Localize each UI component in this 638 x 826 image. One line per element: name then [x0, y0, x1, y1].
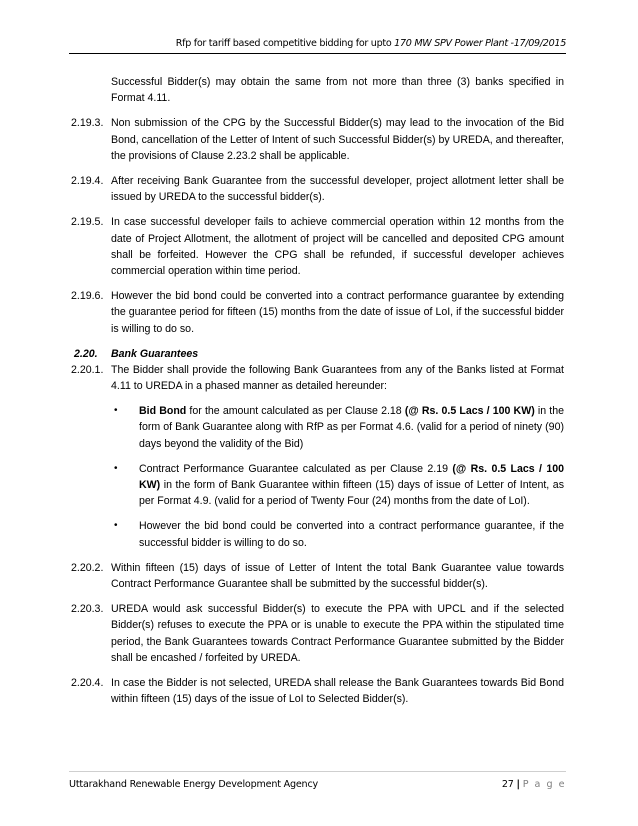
- bullet-icon: •: [114, 462, 118, 474]
- bullet-text: Contract Performance Guarantee calculated as per Clause 2.19 (@ Rs. 0.5 Lacs / 100 KW) in the form of Bank Guarantee within fifteen (15) days of issue of Letter of Intent, as per Format 4.9. (valid for a period of Twenty Four (24) months from the date of LoI).: [139, 462, 564, 508]
- clause-text: The Bidder shall provide the following Bank Guarantees from any of the Banks listed at Format 4.11 to UREDA in a phased manner as detailed hereunder:: [111, 363, 564, 393]
- list-item: [111, 461, 564, 510]
- clause-2-20-4: [71, 675, 564, 707]
- clause-2-19-3: [71, 115, 564, 164]
- clause-text: UREDA would ask successful Bidder(s) to execute the PPA with UPCL and if the selected Bidder(s) refuses to execute the PPA or is unable to execute the PPA within the stipulated time period, the Bank Guarantees towards Contract Performance Guarantee submitted by the Bidder shall be encashed / forfeited by UREDA.: [111, 603, 564, 664]
- clause-text: After receiving Bank Guarantee from the successful developer, project allotment letter shall be issued by UREDA to the successful bidder(s).: [111, 175, 564, 204]
- page-header: [69, 38, 566, 50]
- clause-text: In case successful developer fails to achieve commercial operation within 12 months from the date of Project Allotment, the allotment of project will be cancelled and deposited CPG amount shall be forfeited. However the CPG shall be refunded, if successful developer achieves commercial operation within time period.: [111, 216, 564, 278]
- clause-2-19-4: [71, 173, 564, 205]
- section-number: 2.20.: [74, 347, 98, 360]
- page-label: P a g e: [522, 779, 566, 790]
- clause-number: 2.19.6.: [71, 290, 104, 303]
- clause-number: 2.19.4.: [71, 175, 104, 188]
- footer-rule: [69, 771, 566, 772]
- clause-text: Non submission of the CPG by the Successful Bidder(s) may lead to the invocation of the Bid Bond, cancellation of the Letter of Intent of such Successful Bidder(s) by UREDA, and thereafter, the provisions of Clause 2.23.2 shall be applicable.: [111, 117, 564, 162]
- header-text: Rfp for tariff based competitive bidding for upto: [175, 38, 395, 49]
- clause-2-19-6: [71, 288, 564, 337]
- list-item: [111, 403, 564, 452]
- clause-number: 2.20.4.: [71, 677, 104, 690]
- header-italic-text: 170 MW SPV Power Plant -17/09/2015: [394, 38, 566, 49]
- section-heading: [71, 346, 564, 362]
- bullet-icon: •: [114, 405, 118, 417]
- clause-text: In case the Bidder is not selected, UREDA shall release the Bank Guarantees towards Bid Bond within fifteen (15) days of the issue of LoI to Selected Bidder(s).: [111, 677, 564, 706]
- bullet-text: Bid Bond for the amount calculated as per Clause 2.18 (@ Rs. 0.5 Lacs / 100 KW) in the form of Bank Guarantee along with RfP as per Format 4.6. (valid for a period of ninety (90) days beyond the validity of the Bid): [139, 405, 565, 450]
- clause-2-20-1: [71, 362, 564, 394]
- header-rule: [69, 53, 566, 54]
- clause-text: However the bid bond could be converted into a contract performance guarantee by extending the guarantee period for fifteen (15) months from the date of issue of LoI, if the successful bidder is willing to do so.: [111, 290, 564, 335]
- clause-2-19-5: [71, 214, 564, 279]
- section-title: Bank Guarantees: [111, 347, 199, 360]
- page-number: 27: [501, 779, 514, 790]
- page-separator: |: [516, 779, 520, 790]
- clause-number: 2.20.1.: [71, 363, 104, 376]
- footer-organization: Uttarakhand Renewable Energy Development Agency: [69, 779, 318, 790]
- clause-text: Within fifteen (15) days of issue of Letter of Intent the total Bank Guarantee value towards Contract Performance Guarantee shall be submitted by the successful bidder(s).: [111, 561, 564, 591]
- clause-number: 2.19.5.: [71, 216, 104, 229]
- clause-2-20-3: [71, 601, 564, 666]
- list-item: [111, 518, 564, 550]
- bullet-text: However the bid bond could be converted into a contract performance guarantee, if the successful bidder is willing to do so.: [139, 520, 564, 549]
- page-footer: [69, 779, 566, 790]
- clause-number: 2.20.2.: [71, 561, 104, 574]
- document-body: [71, 74, 564, 717]
- page-number-block: [502, 779, 566, 790]
- clause-number: 2.20.3.: [71, 603, 104, 616]
- clause-number: 2.19.3.: [71, 117, 104, 130]
- bullet-icon: •: [114, 520, 118, 532]
- bank-guarantee-list: [111, 403, 564, 551]
- intro-paragraph: Successful Bidder(s) may obtain the same from not more than three (3) banks specified in Format 4.11.: [111, 76, 564, 105]
- clause-2-20-2: [71, 560, 564, 592]
